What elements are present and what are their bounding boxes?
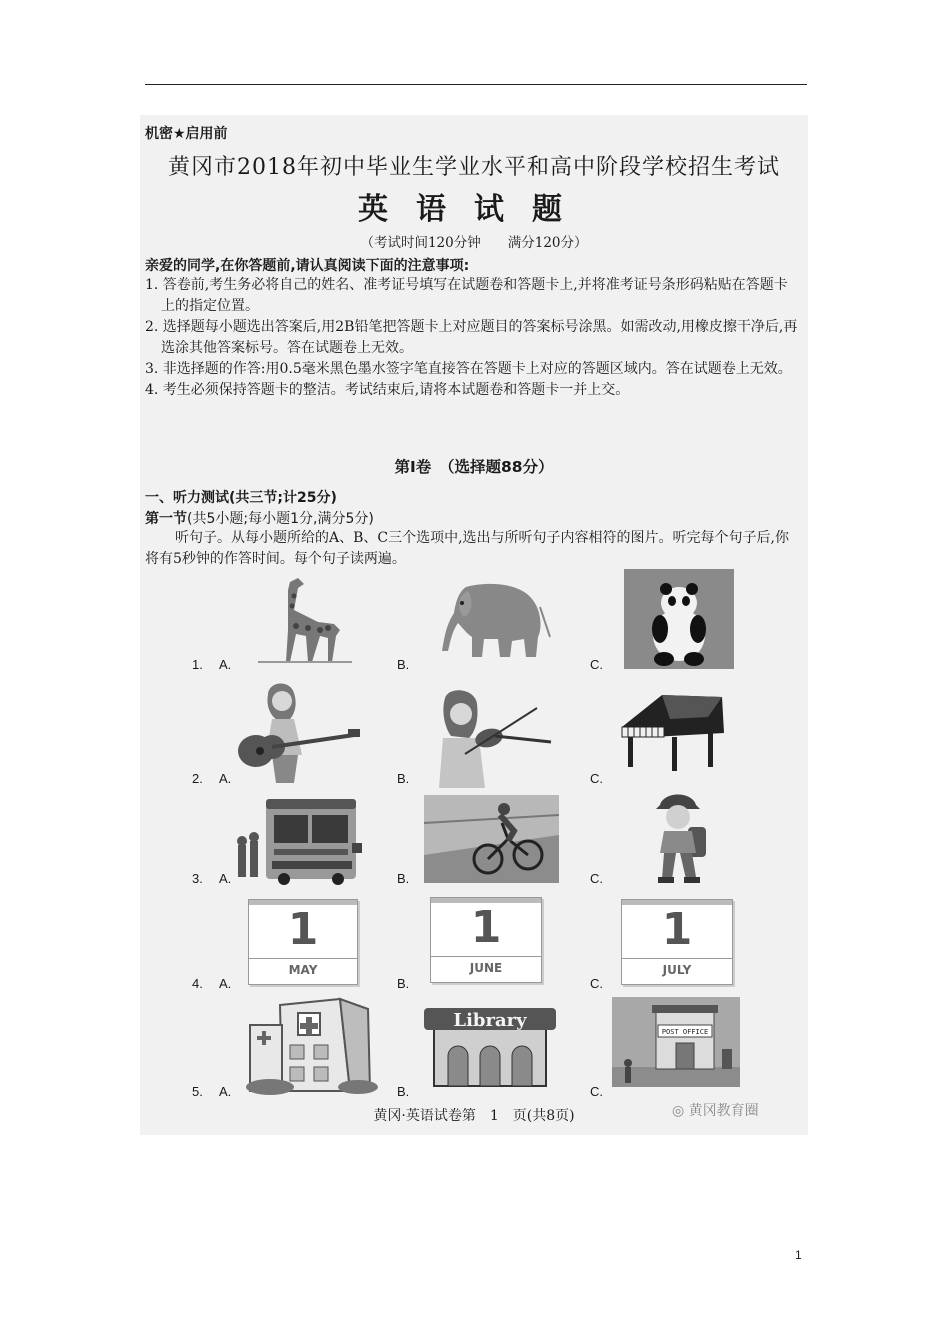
giraffe-picture (248, 570, 358, 665)
calendar-may-card (248, 899, 358, 985)
question-number: 4. (192, 976, 203, 991)
post-office-sign-text: POST OFFICE (661, 1028, 709, 1036)
notice-list (145, 275, 800, 401)
notice-item: 4. 考生必须保持答题卡的整洁。考试结束后,请将本试题卷和答题卡一并上交。 (145, 382, 630, 398)
question-number: 2. (192, 771, 203, 786)
violin-player-picture (405, 688, 555, 788)
page-footer: 黄冈·英语试卷第 1 页(共8页) (373, 1108, 575, 1124)
calendar-july-card (621, 899, 733, 985)
option-label: A. (219, 771, 232, 786)
notice-item: 1. 答卷前,考生务必将自己的姓名、准考证号填写在试题卷和答题卡上,并将准考证号条形码粘贴在答题卡上的指定位置。 (145, 277, 788, 314)
instruction-text: 听句子。从每小题所给的A、B、C三个选项中,选出与所听句子内容相符的图片。听完每个句子后,你将有5秒钟的作答时间。每个句子读两遍。 (145, 530, 790, 567)
confidential-mark: 机密★启用前 (145, 126, 228, 142)
calendar-month: JUNE (469, 961, 503, 975)
question-number: 3. (192, 871, 203, 886)
option-label: B. (397, 976, 410, 991)
exam-meta: （考试时间120分钟 满分120分） (360, 235, 588, 251)
option-label: A. (219, 976, 232, 991)
page-number: 1 (795, 1248, 802, 1262)
option-label: A. (219, 657, 232, 672)
guitar-player-picture (232, 675, 362, 785)
option-label: B. (397, 871, 410, 886)
option-label: C. (590, 657, 603, 672)
option-label: C. (590, 976, 603, 991)
notice-item: 2. 选择题每小题选出答案后,用2B铅笔把答题卡上对应题目的答案标号涂黑。如需改动,用橡皮擦干净后,再选涂其他答案标号。答在试题卷上无效。 (145, 319, 798, 356)
subsection-detail: (共5小题;每小题1分,满分5分) (187, 511, 374, 527)
panda-picture (624, 569, 734, 669)
calendar-month: MAY (288, 963, 318, 977)
school-bus-picture (232, 795, 367, 887)
subject-title: 英语试题 (358, 192, 590, 227)
option-label: B. (397, 1084, 410, 1099)
post-office-picture (612, 997, 740, 1087)
calendar-day: 1 (661, 904, 693, 955)
calendar-day: 1 (287, 904, 319, 955)
calendar-june-card (430, 897, 542, 983)
calendar-month: JULY (662, 963, 692, 977)
question-number: 1. (192, 657, 203, 672)
option-label: C. (590, 1084, 603, 1099)
question-number: 5. (192, 1084, 203, 1099)
subsection-title: 第一节 (145, 511, 187, 527)
option-label: C. (590, 871, 603, 886)
option-label: A. (219, 871, 232, 886)
option-label: B. (397, 657, 410, 672)
top-rule (145, 84, 807, 85)
piano-picture (612, 687, 732, 777)
notice-item: 3. 非选择题的作答:用0.5毫米黑色墨水签字笔直接答在答题卡上对应的答题区域内。答在试题卷上无效。 (145, 361, 792, 377)
wechat-icon: ◎ (672, 1103, 685, 1119)
hiker-boy-picture (640, 791, 715, 886)
calendar-day: 1 (470, 902, 502, 953)
watermark-text: 黄冈教育圈 (688, 1103, 759, 1119)
library-picture (420, 998, 560, 1090)
watermark (672, 1100, 759, 1120)
hospital-picture (240, 995, 380, 1095)
elephant-picture (428, 577, 558, 662)
library-sign-text: Library (453, 1010, 527, 1031)
part-heading: 第Ⅰ卷 （选择题88分） (394, 458, 554, 476)
cyclist-picture (424, 795, 559, 883)
notice-heading: 亲爱的同学,在你答题前,请认真阅读下面的注意事项: (145, 258, 470, 274)
subsection-heading (145, 508, 374, 528)
option-label: C. (590, 771, 603, 786)
option-label: B. (397, 771, 410, 786)
section-heading: 一、听力测试(共三节;计25分) (145, 490, 337, 506)
exam-title: 黄冈市2018年初中毕业生学业水平和高中阶段学校招生考试 (168, 155, 780, 180)
option-label: A. (219, 1084, 232, 1099)
